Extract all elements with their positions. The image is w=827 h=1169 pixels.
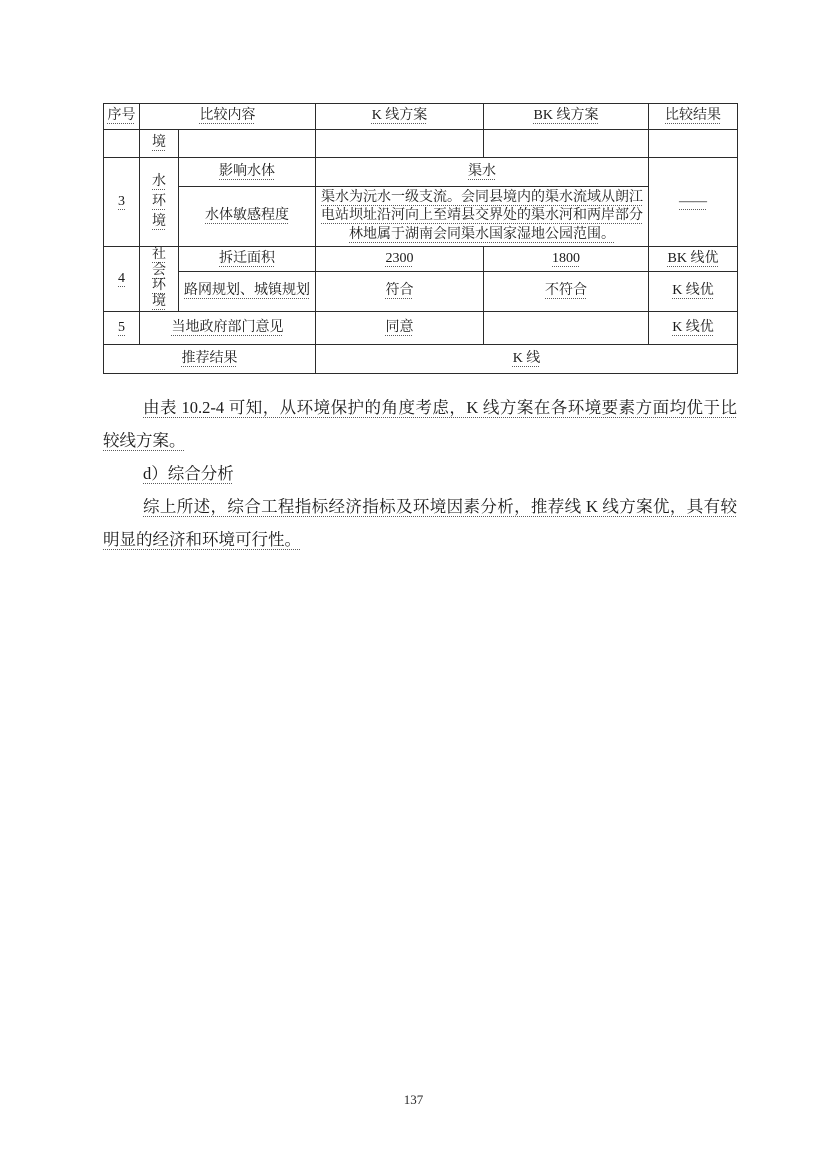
cell-row4-item2-bk: 不符合 xyxy=(484,272,649,311)
table-row-carryover xyxy=(104,130,738,158)
cell-row5-item: 当地政府部门意见 xyxy=(140,311,316,344)
cell-footer-label: 推荐结果 xyxy=(104,344,316,373)
cell-row4-no: 4 xyxy=(104,247,140,312)
cell-row5-k: 同意 xyxy=(316,311,484,344)
comparison-table xyxy=(103,103,738,374)
cell-carryover-bk xyxy=(484,130,649,158)
table-row-footer xyxy=(104,344,738,373)
body-text xyxy=(103,391,737,556)
cell-row4-category xyxy=(140,247,179,312)
table-row-4b xyxy=(104,272,738,311)
cell-row5-bk xyxy=(484,311,649,344)
cell-row3-item2-value: 渠水为沅水一级支流。会同县境内的渠水流域从朗江电站坝址沿河向上至靖县交界处的渠水河和两岸部分林地属于湖南会同渠水国家湿地公园范围。 xyxy=(316,187,649,247)
table-header-row xyxy=(104,104,738,130)
header-col-bk: BK 线方案 xyxy=(484,104,649,130)
cell-carryover-item xyxy=(179,130,316,158)
cell-row5-no: 5 xyxy=(104,311,140,344)
header-col-k: K 线方案 xyxy=(316,104,484,130)
header-col-result: 比较结果 xyxy=(649,104,738,130)
cell-row4-item1-k: 2300 xyxy=(316,247,484,272)
cell-row3-item1: 影响水体 xyxy=(179,158,316,187)
cell-row3-result: —— xyxy=(649,158,738,247)
cell-carryover-k xyxy=(316,130,484,158)
cell-footer-value: K 线 xyxy=(316,344,738,373)
table-row-3a xyxy=(104,158,738,187)
table-row-5 xyxy=(104,311,738,344)
cell-carryover-category: 境 xyxy=(140,130,179,158)
header-col-content: 比较内容 xyxy=(140,104,316,130)
cell-row4-item2: 路网规划、城镇规划 xyxy=(179,272,316,311)
heading-comprehensive-analysis: d）综合分析 xyxy=(143,463,234,483)
page-number: 137 xyxy=(403,1092,424,1107)
page-content xyxy=(103,103,737,556)
paragraph-conclusion: 由表 10.2-4 可知，从环境保护的角度考虑，K 线方案在各环境要素方面均优于比较线方案。 xyxy=(103,397,737,450)
paragraph-summary: 综上所述，综合工程指标经济指标及环境因素分析，推荐线 K 线方案优，具有较明显的经济和环境可行性。 xyxy=(103,496,737,549)
table-row-4a xyxy=(104,247,738,272)
cell-row3-item1-value: 渠水 xyxy=(316,158,649,187)
cell-row4-item1: 拆迁面积 xyxy=(179,247,316,272)
cell-carryover-result xyxy=(649,130,738,158)
cell-row5-result: K 线优 xyxy=(649,311,738,344)
row3-category-label: 水环境 xyxy=(152,174,166,229)
cell-row4-item2-k: 符合 xyxy=(316,272,484,311)
cell-row3-category xyxy=(140,158,179,247)
cell-row4-item1-bk: 1800 xyxy=(484,247,649,272)
cell-row3-item2: 水体敏感程度 xyxy=(179,187,316,247)
row4-category-label: 社会环境 xyxy=(152,247,166,309)
cell-row3-no: 3 xyxy=(104,158,140,247)
cell-row4-item1-result: BK 线优 xyxy=(649,247,738,272)
cell-row4-item2-result: K 线优 xyxy=(649,272,738,311)
table-row-3b xyxy=(104,187,738,247)
cell-carryover-no xyxy=(104,130,140,158)
header-col-no: 序号 xyxy=(104,104,140,130)
